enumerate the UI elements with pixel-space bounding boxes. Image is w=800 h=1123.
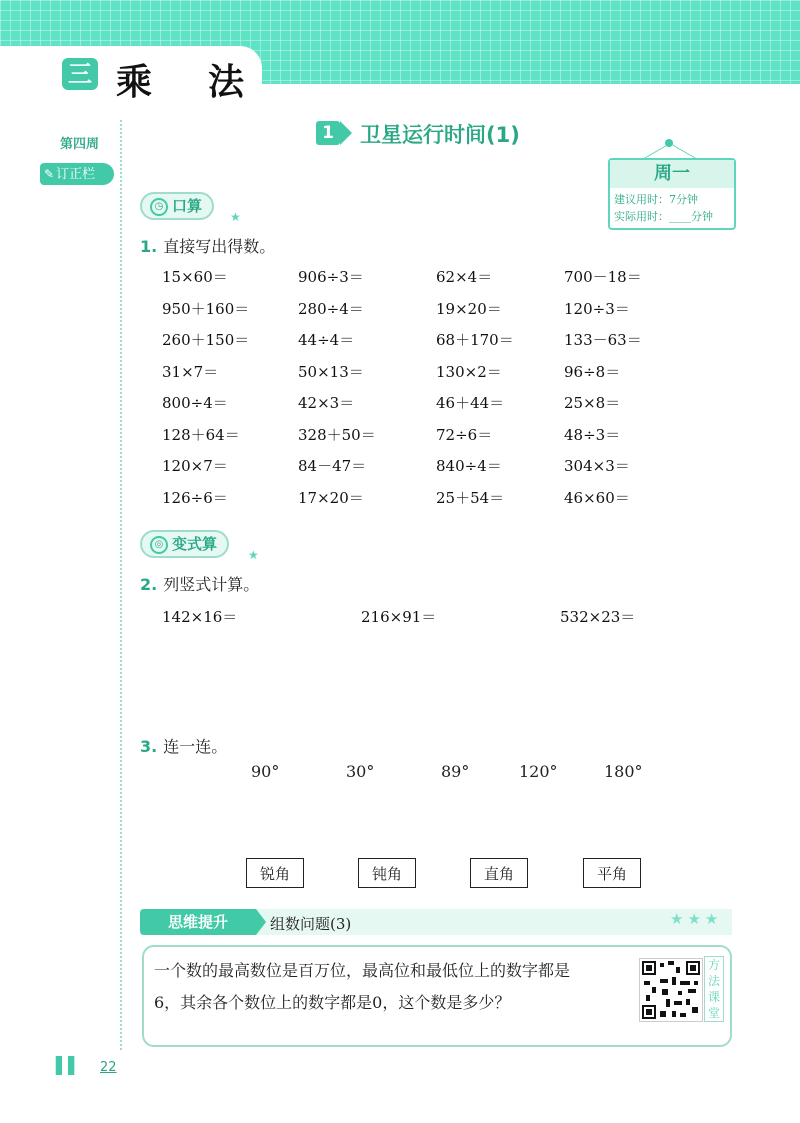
pencil-icon: ✎	[44, 167, 55, 181]
qr-code-icon[interactable]	[639, 958, 703, 1022]
week-label: 第四周	[60, 137, 100, 152]
question-1-title	[140, 234, 275, 257]
oral-problem: 120÷3＝	[564, 299, 630, 318]
oral-problem: 950＋160＝	[162, 299, 250, 318]
oral-problem: 700－18＝	[564, 268, 642, 286]
oral-problem: 906÷3＝	[298, 268, 364, 286]
oral-problem: 25×8＝	[564, 394, 621, 412]
oral-problem: 15×60＝	[162, 268, 228, 286]
correction-column-label	[40, 163, 114, 185]
question-2-number: 2.	[140, 575, 158, 594]
page-number: 22	[100, 1060, 117, 1075]
day-label: 周一	[610, 160, 734, 188]
margin-dotted-line	[120, 120, 122, 1050]
oral-problem: 800÷4＝	[162, 394, 228, 412]
angle-type-box[interactable]: 直角	[470, 858, 528, 888]
oral-problem: 96÷8＝	[564, 362, 621, 381]
oral-problem: 84－47＝	[298, 457, 367, 475]
oral-problem: 46＋44＝	[436, 394, 505, 412]
books-icon: ▌▌	[56, 1056, 81, 1075]
qr-code-graphic	[640, 959, 702, 1021]
question-1-number: 1.	[140, 237, 158, 256]
lesson-arrow-icon	[340, 121, 352, 145]
section-oral-label: 口算	[172, 197, 203, 215]
unit-number: 三	[62, 58, 98, 90]
angle-value[interactable]: 180°	[604, 762, 643, 781]
think-tab: 思维提升	[140, 909, 256, 935]
oral-problem: 50×13＝	[298, 362, 364, 381]
oral-problem: 68＋170＝	[436, 331, 514, 349]
oral-problem: 130×2＝	[436, 362, 502, 381]
section-variant-pill	[140, 530, 229, 558]
oral-problem: 19×20＝	[436, 299, 502, 318]
oral-problem: 126÷6＝	[162, 488, 228, 507]
oral-problem: 133－63＝	[564, 331, 642, 349]
day-box	[608, 158, 736, 230]
question-3-number: 3.	[140, 737, 158, 756]
question-1-text: 直接写出得数。	[163, 237, 276, 256]
question-3-text: 连一连。	[163, 737, 228, 756]
vertical-problem: 142×16＝	[162, 608, 238, 626]
oral-problem: 44÷4＝	[298, 331, 355, 349]
think-text-line: 6，其余各个数位上的数字都是0，这个数是多少？	[154, 993, 511, 1012]
angle-type-box[interactable]: 锐角	[246, 858, 304, 888]
lesson-number: 1	[316, 121, 340, 145]
oral-problem: 328＋50＝	[298, 425, 376, 444]
oral-problem: 120×7＝	[162, 457, 228, 475]
oral-problem: 304×3＝	[564, 457, 630, 475]
correction-text: 订正栏	[56, 167, 96, 182]
target-icon: ◎	[150, 536, 168, 554]
think-subtitle: 组数问题(3)	[270, 915, 352, 933]
angle-type-box[interactable]: 平角	[583, 858, 641, 888]
suggested-time: 建议用时：7分钟	[614, 193, 698, 206]
section-variant-label: 变式算	[172, 535, 218, 553]
oral-problem: 840÷4＝	[436, 457, 502, 475]
oral-problem: 46×60＝	[564, 488, 630, 507]
oral-problem: 62×4＝	[436, 268, 493, 286]
lesson-title: 卫星运行时间(1)	[360, 123, 520, 147]
section-oral-pill	[140, 192, 214, 220]
oral-problem: 25＋54＝	[436, 488, 505, 507]
oral-problem: 17×20＝	[298, 488, 364, 507]
actual-time: 实际用时：____分钟	[614, 210, 713, 223]
unit-title: 乘法	[116, 61, 301, 103]
star-icon: ★	[230, 210, 241, 224]
angle-value[interactable]: 90°	[251, 762, 280, 781]
stopwatch-icon: ◷	[150, 198, 168, 216]
think-arrow-icon	[256, 909, 266, 935]
question-2-text: 列竖式计算。	[163, 575, 260, 594]
question-3-title	[140, 734, 227, 757]
oral-problem: 128＋64＝	[162, 425, 240, 444]
question-2-title	[140, 572, 259, 595]
oral-problem: 42×3＝	[298, 394, 355, 412]
angle-value[interactable]: 30°	[346, 762, 375, 781]
vertical-problem: 216×91＝	[361, 608, 437, 626]
star-icon: ★	[248, 548, 259, 562]
method-class-label: 方法课堂	[704, 956, 724, 1022]
oral-problem: 280÷4＝	[298, 299, 364, 318]
angle-value[interactable]: 89°	[441, 762, 470, 781]
angle-value[interactable]: 120°	[519, 762, 558, 781]
oral-problem: 260＋150＝	[162, 331, 250, 349]
angle-type-box[interactable]: 钝角	[358, 858, 416, 888]
oral-problem: 31×7＝	[162, 362, 219, 381]
think-text-line: 一个数的最高数位是百万位，最高位和最低位上的数字都是	[154, 961, 571, 980]
pin-icon	[665, 139, 673, 147]
stars-icon: ★★★	[670, 910, 723, 928]
oral-problem: 72÷6＝	[436, 425, 493, 444]
vertical-problem: 532×23＝	[560, 608, 636, 626]
oral-problem: 48÷3＝	[564, 425, 621, 444]
